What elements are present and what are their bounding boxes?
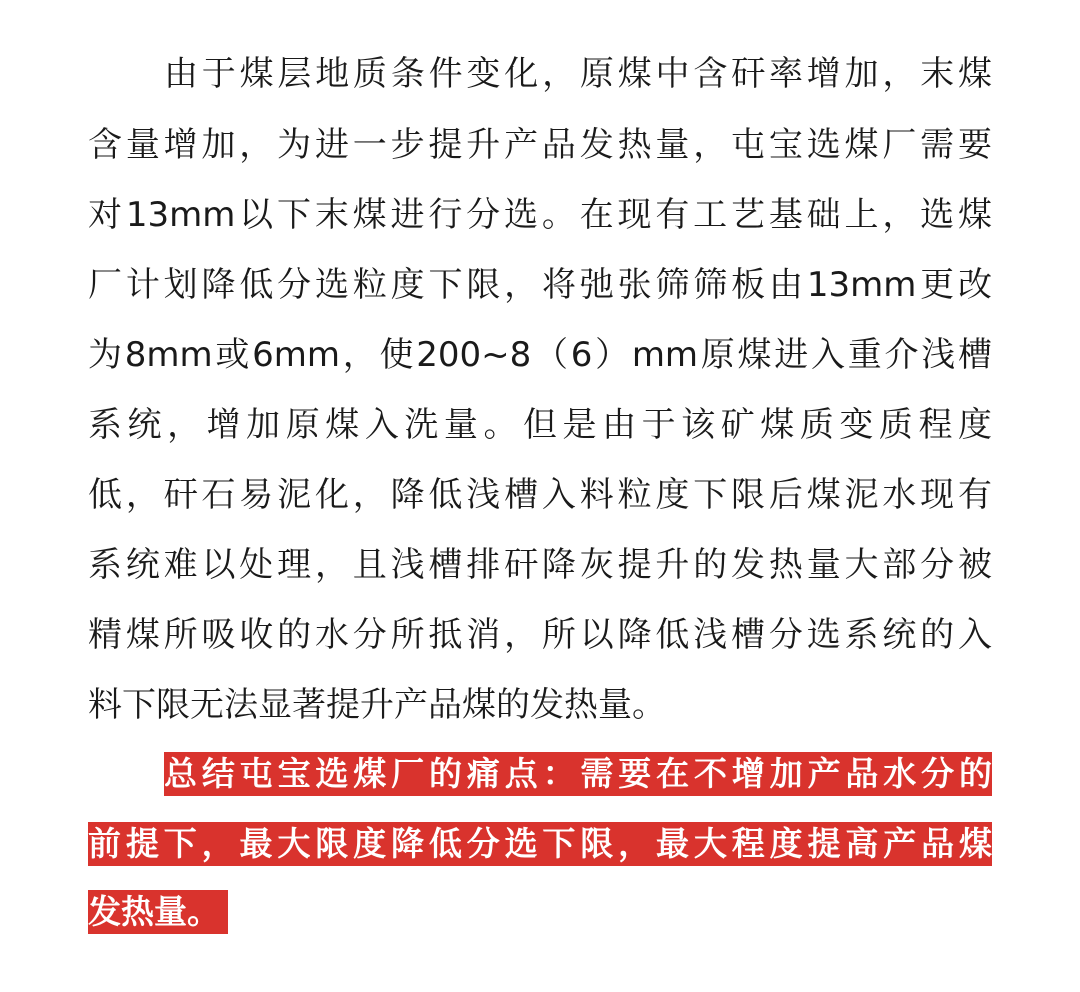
paragraph-line-4: 厂计划降低分选粒度下限，将弛张筛筛板由13mm更改: [88, 265, 992, 305]
paragraph-line-7: 低，矸石易泥化，降低浅槽入料粒度下限后煤泥水现有: [88, 475, 992, 515]
summary-highlight-line-3: 发热量。: [88, 890, 228, 934]
paragraph-line-8: 系统难以处理，且浅槽排矸降灰提升的发热量大部分被: [88, 545, 992, 585]
paragraph-line-10: 料下限无法显著提升产品煤的发热量。: [88, 685, 666, 725]
paragraph-line-5: 为8mm或6mm，使200~8（6）mm原煤进入重介浅槽: [88, 335, 992, 375]
summary-highlight-line-2: 前提下，最大限度降低分选下限，最大程度提高产品煤: [88, 822, 992, 866]
paragraph-line-2: 含量增加，为进一步提升产品发热量，屯宝选煤厂需要: [88, 125, 992, 165]
summary-highlight-line-1: 总结屯宝选煤厂的痛点：需要在不增加产品水分的: [164, 752, 992, 796]
paragraph-line-1: 由于煤层地质条件变化，原煤中含矸率增加，末煤: [164, 54, 992, 94]
paragraph-line-9: 精煤所吸收的水分所抵消，所以降低浅槽分选系统的入: [88, 615, 992, 655]
paragraph-line-6: 系统，增加原煤入洗量。但是由于该矿煤质变质程度: [88, 405, 992, 445]
paragraph-line-3: 对13mm以下末煤进行分选。在现有工艺基础上，选煤: [88, 195, 992, 235]
